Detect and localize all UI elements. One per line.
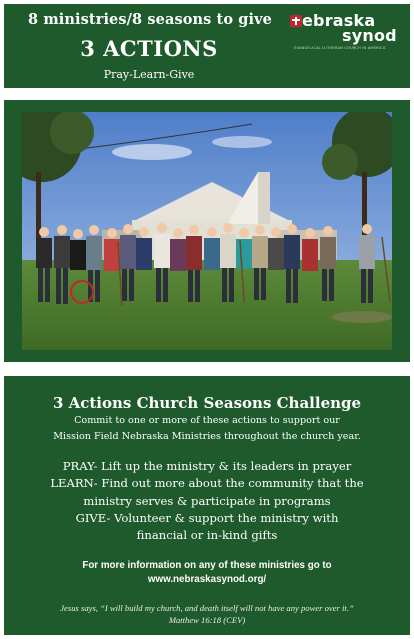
page-title: 3 ACTIONS (80, 36, 218, 61)
intro-line-1: Commit to one or more of these actions to support our (74, 415, 340, 426)
logo-church-line: EVANGELICAL LUTHERAN CHURCH IN AMERICA (294, 46, 386, 50)
website-link[interactable]: www.nebraskasynod.org/ (147, 574, 267, 585)
nebraska-synod-logo (288, 10, 406, 54)
actions-list (4, 458, 410, 544)
more-info-text: For more information on any of these ministries go to (82, 560, 332, 571)
challenge-intro (4, 413, 410, 445)
quote-text: Jesus says, “I will build my church, and death itself will not have any power over it.” (60, 603, 354, 613)
header-panel (4, 4, 410, 88)
intro-line-2: Mission Field Nebraska Ministries throughout the church year. (53, 431, 361, 442)
action-line: LEARN- Find out more about the community that the (50, 476, 364, 491)
challenge-panel (4, 376, 410, 635)
logo-word-line2: synod (342, 26, 397, 45)
photo-panel (4, 100, 410, 362)
action-line: ministry serves & participate in programs (83, 493, 331, 508)
challenge-title: 3 Actions Church Seasons Challenge (52, 394, 362, 412)
more-info (4, 559, 410, 587)
action-line: financial or in-kind gifts (136, 528, 278, 543)
group-photo (22, 112, 392, 350)
cross-icon (290, 15, 302, 27)
group-photo-illustration (22, 112, 392, 350)
action-line: PRAY- Lift up the ministry & its leaders in prayer (62, 459, 352, 473)
quote-citation: Matthew 16:18 (CEV) (168, 615, 246, 625)
tagline: 8 ministries/8 seasons to give (28, 11, 272, 28)
subtitle: Pray-Learn-Give (103, 68, 195, 81)
logo-word-line1: ebraska (302, 11, 376, 30)
scripture-quote (4, 602, 410, 626)
action-line: GIVE- Volunteer & support the ministry with (75, 510, 339, 525)
